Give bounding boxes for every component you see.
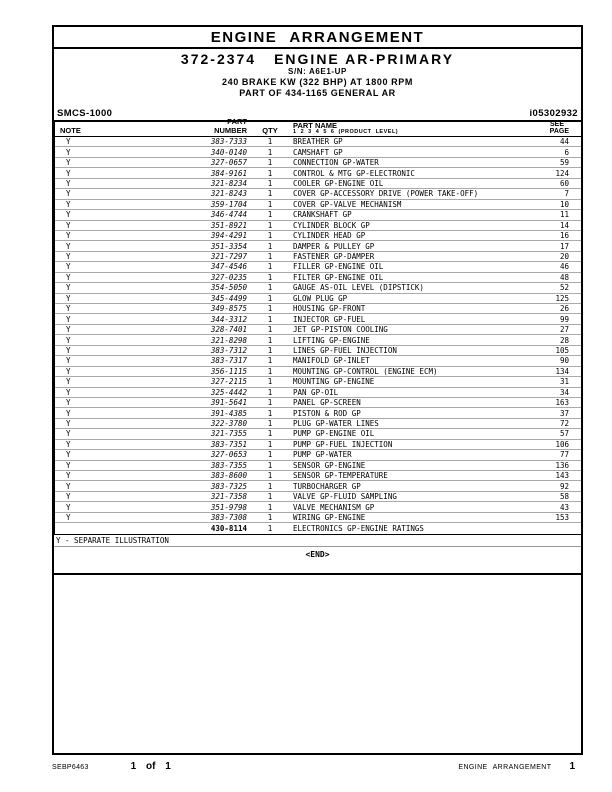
qty-cell: 1 [267, 304, 273, 314]
see-page-cell: 10 [559, 199, 569, 209]
see-page-cell: 14 [559, 220, 569, 230]
qty-cell: 1 [267, 210, 273, 220]
part-name-cell: CYLINDER BLOCK GP [293, 220, 370, 230]
note-cell: Y [66, 429, 71, 439]
engine-rating-line: 240 BRAKE KW (322 BHP) AT 1800 RPM [222, 77, 413, 87]
arrangement-title: ENGINE AR-PRIMARY [274, 51, 455, 67]
part-name-cell: SENSOR GP-TEMPERATURE [293, 471, 388, 481]
note-cell: Y [66, 387, 71, 397]
part-number-cell: 383-7312 [210, 345, 247, 355]
part-number-cell: 383-7333 [210, 137, 247, 147]
note-cell: Y [66, 345, 71, 355]
footer-left [52, 761, 171, 772]
page-footer [52, 759, 583, 773]
qty-cell: 1 [267, 241, 273, 251]
see-page-cell: 17 [559, 241, 569, 251]
table-row [55, 273, 581, 283]
note-cell: Y [66, 335, 71, 345]
part-number-cell: 325-4442 [210, 387, 247, 397]
serial-number-line: S/N: A6E1-UP [288, 67, 347, 76]
table-row [55, 147, 581, 157]
part-number-cell: 383-8600 [210, 471, 247, 481]
qty-cell: 1 [267, 419, 273, 429]
col-header-part-name-label: PART NAME [293, 121, 338, 130]
part-number-cell: 384-9161 [210, 168, 247, 178]
note-cell: Y [66, 366, 71, 376]
note-cell: Y [66, 189, 71, 199]
note-cell: Y [66, 293, 71, 303]
qty-cell: 1 [267, 502, 273, 512]
note-cell: Y [66, 168, 71, 178]
see-page-cell: 31 [559, 377, 569, 387]
qty-cell: 1 [267, 272, 273, 282]
table-row [55, 398, 581, 408]
note-cell: Y [66, 419, 71, 429]
qty-cell: 1 [267, 262, 273, 272]
table-row [55, 481, 581, 491]
col-header-page: PAGE [549, 127, 569, 135]
qty-cell: 1 [267, 178, 273, 188]
table-row [55, 471, 581, 481]
table-row [55, 241, 581, 251]
see-page-cell: 59 [559, 158, 569, 168]
part-number-cell: 321-7358 [210, 492, 247, 502]
part-name-cell: TURBOCHARGER GP [293, 481, 361, 491]
see-page-cell: 37 [559, 408, 569, 418]
part-of-line: PART OF 434-1165 GENERAL AR [239, 88, 396, 98]
see-page-cell: 58 [559, 492, 569, 502]
qty-cell: 1 [267, 158, 273, 168]
qty-cell: 1 [267, 356, 273, 366]
see-page-cell: 48 [559, 272, 569, 282]
part-number-cell: 347-4546 [210, 262, 247, 272]
part-number-cell: 345-4499 [210, 293, 247, 303]
qty-cell: 1 [267, 189, 273, 199]
part-number-cell: 321-8243 [210, 189, 247, 199]
see-page-cell: 136 [555, 460, 569, 470]
note-cell: Y [66, 283, 71, 293]
part-number-cell: 322-3780 [210, 419, 247, 429]
see-page-cell: 99 [559, 314, 569, 324]
part-name-cell: MOUNTING GP-ENGINE [293, 377, 375, 387]
part-number-cell: 328-7401 [210, 325, 247, 335]
table-row [55, 314, 581, 324]
note-cell: Y [66, 158, 71, 168]
footer-page-number: 1 [569, 760, 575, 772]
see-page-cell: 46 [559, 262, 569, 272]
part-name-cell: GLOW PLUG GP [293, 293, 348, 303]
qty-cell: 1 [267, 512, 273, 522]
qty-cell: 1 [267, 137, 273, 147]
table-row [55, 408, 581, 418]
note-cell: Y [66, 398, 71, 408]
see-page-cell: 27 [559, 325, 569, 335]
part-name-cell: PUMP GP-ENGINE OIL [293, 429, 375, 439]
note-cell: Y [66, 471, 71, 481]
part-name-cell: COVER GP-VALVE MECHANISM [293, 199, 402, 209]
qty-cell: 1 [267, 377, 273, 387]
part-name-cell: GAUGE AS-OIL LEVEL (DIPSTICK) [293, 283, 424, 293]
see-page-cell: 106 [555, 439, 569, 449]
see-page-cell: 52 [559, 283, 569, 293]
qty-cell: 1 [267, 252, 273, 262]
page-title: ENGINE ARRANGEMENT [54, 27, 581, 49]
part-number-cell: 383-7355 [210, 460, 247, 470]
note-cell: Y [66, 231, 71, 241]
part-name-cell: LINES GP-FUEL INJECTION [293, 345, 397, 355]
part-number-cell: 321-7355 [210, 429, 247, 439]
col-header-part-number: PART NUMBER [214, 117, 247, 135]
note-cell: Y [66, 356, 71, 366]
part-number-cell: 340-0140 [210, 147, 247, 157]
arrangement-part-number: 372-2374 [180, 51, 257, 67]
see-page-cell: 60 [559, 178, 569, 188]
see-page-cell: 134 [555, 366, 569, 376]
table-row [55, 137, 581, 147]
smcs-code: SMCS-1000 [57, 108, 113, 119]
section-divider [54, 573, 581, 575]
table-row [55, 179, 581, 189]
part-name-cell: PUMP GP-FUEL INJECTION [293, 439, 393, 449]
part-name-cell: MOUNTING GP-CONTROL (ENGINE ECM) [293, 366, 438, 376]
note-cell: Y [66, 241, 71, 251]
table-row [55, 283, 581, 293]
part-name-cell: VALVE MECHANISM GP [293, 502, 375, 512]
qty-cell: 1 [267, 408, 273, 418]
table-row [55, 252, 581, 262]
note-cell: Y [66, 178, 71, 188]
qty-cell: 1 [267, 387, 273, 397]
col-header-part-name [291, 123, 510, 135]
note-cell: Y [66, 147, 71, 157]
part-number-cell: 391-5641 [210, 398, 247, 408]
table-header-row [55, 117, 581, 137]
note-cell: Y [66, 314, 71, 324]
part-name-cell: DAMPER & PULLEY GP [293, 241, 375, 251]
qty-cell: 1 [267, 366, 273, 376]
note-cell: Y [66, 492, 71, 502]
table-row [55, 189, 581, 199]
note-cell: Y [66, 450, 71, 460]
part-name-cell: CRANKSHAFT GP [293, 210, 352, 220]
part-name-cell: CAMSHAFT GP [293, 147, 343, 157]
qty-cell: 1 [267, 325, 273, 335]
qty-cell: 1 [267, 429, 273, 439]
part-name-cell: FILLER GP-ENGINE OIL [293, 262, 384, 272]
col-header-note: NOTE [60, 126, 81, 135]
qty-cell: 1 [267, 335, 273, 345]
table-row [55, 356, 581, 366]
footnote: Y - SEPARATE ILLUSTRATION [54, 535, 581, 547]
see-page-cell: 143 [555, 471, 569, 481]
parts-table [54, 117, 581, 535]
table-row [55, 388, 581, 398]
table-row [55, 502, 581, 512]
part-number-cell: 383-7325 [210, 481, 247, 491]
qty-cell: 1 [267, 481, 273, 491]
part-name-cell: COOLER GP-ENGINE OIL [293, 178, 384, 188]
content-frame [52, 25, 583, 755]
part-name-cell: PLUG GP-WATER LINES [293, 419, 379, 429]
see-page-cell: 43 [559, 502, 569, 512]
part-number-cell: 430-8114 [210, 523, 247, 533]
part-name-cell: VALVE GP-FLUID SAMPLING [293, 492, 397, 502]
note-cell: Y [66, 272, 71, 282]
part-number-cell: 327-0657 [210, 158, 247, 168]
part-number-cell: 321-7297 [210, 252, 247, 262]
part-name-cell: PISTON & ROD GP [293, 408, 361, 418]
part-number-cell: 351-8921 [210, 220, 247, 230]
end-marker: <END> [305, 549, 330, 559]
table-row [55, 304, 581, 314]
col-header-see: SEE [549, 121, 564, 128]
qty-cell: 1 [267, 293, 273, 303]
info-id: i05302932 [529, 108, 578, 119]
note-cell: Y [66, 210, 71, 220]
part-number-cell: 383-7351 [210, 439, 247, 449]
col-header-product-level: 1 2 3 4 5 6 (PRODUCT LEVEL) [293, 129, 399, 135]
qty-cell: 1 [267, 147, 273, 157]
part-number-cell: 354-5050 [210, 283, 247, 293]
part-number-cell: 327-2115 [210, 377, 247, 387]
note-cell: Y [66, 304, 71, 314]
part-number-cell: 321-8298 [210, 335, 247, 345]
note-cell: Y [66, 377, 71, 387]
footer-right [458, 761, 575, 772]
table-row [55, 200, 581, 210]
see-page-cell: 7 [564, 189, 569, 199]
note-cell: Y [66, 262, 71, 272]
table-row [55, 210, 581, 220]
table-row [55, 231, 581, 241]
note-cell: Y [66, 252, 71, 262]
see-page-cell: 153 [555, 512, 569, 522]
note-cell: Y [66, 512, 71, 522]
table-row [55, 335, 581, 345]
note-cell: Y [66, 325, 71, 335]
table-row [55, 367, 581, 377]
table-row [55, 221, 581, 231]
part-name-cell: CONTROL & MTG GP-ELECTRONIC [293, 168, 415, 178]
part-number-cell: 391-4385 [210, 408, 247, 418]
table-row [55, 168, 581, 178]
part-name-cell: FASTENER GP-DAMPER [293, 252, 375, 262]
part-name-cell: PAN GP-OIL [293, 387, 339, 397]
part-number-cell: 321-8234 [210, 178, 247, 188]
note-cell: Y [66, 481, 71, 491]
part-number-cell: 383-7317 [210, 356, 247, 366]
table-row [55, 346, 581, 356]
part-name-cell: FILTER GP-ENGINE OIL [293, 272, 384, 282]
see-page-cell: 34 [559, 387, 569, 397]
table-row [55, 294, 581, 304]
see-page-cell: 105 [555, 345, 569, 355]
part-number-cell: 356-1115 [210, 366, 247, 376]
table-row [55, 158, 581, 168]
part-number-cell: 349-8575 [210, 304, 247, 314]
part-name-cell: HOUSING GP-FRONT [293, 304, 366, 314]
qty-cell: 1 [267, 283, 273, 293]
see-page-cell: 26 [559, 304, 569, 314]
arrangement-heading [54, 52, 581, 67]
page-of-indicator: 1 of 1 [130, 760, 171, 772]
qty-cell: 1 [267, 231, 273, 241]
see-page-cell: 92 [559, 481, 569, 491]
part-name-cell: SENSOR GP-ENGINE [293, 460, 366, 470]
qty-cell: 1 [267, 450, 273, 460]
see-page-cell: 90 [559, 356, 569, 366]
see-page-cell: 11 [559, 210, 569, 220]
qty-cell: 1 [267, 471, 273, 481]
qty-cell: 1 [267, 492, 273, 502]
see-page-cell: 125 [555, 293, 569, 303]
note-cell: Y [66, 199, 71, 209]
parts-table-rows [55, 137, 581, 535]
part-name-cell: LIFTING GP-ENGINE [293, 335, 370, 345]
part-name-cell: PUMP GP-WATER [293, 450, 352, 460]
see-page-cell: 28 [559, 335, 569, 345]
table-row [55, 419, 581, 429]
note-cell: Y [66, 460, 71, 470]
part-number-cell: 346-4744 [210, 210, 247, 220]
table-row [55, 523, 581, 533]
note-cell: Y [66, 137, 71, 147]
table-row [55, 513, 581, 523]
table-row [55, 440, 581, 450]
part-number-cell: 383-7308 [210, 512, 247, 522]
qty-cell: 1 [267, 460, 273, 470]
col-header-qty: QTY [262, 126, 278, 135]
table-row [55, 262, 581, 272]
note-cell: Y [66, 439, 71, 449]
see-page-cell: 72 [559, 419, 569, 429]
part-name-cell: INJECTOR GP-FUEL [293, 314, 366, 324]
part-name-cell: BREATHER GP [293, 137, 343, 147]
table-row [55, 429, 581, 439]
table-row [55, 325, 581, 335]
part-name-cell: CYLINDER HEAD GP [293, 231, 366, 241]
qty-cell: 1 [267, 199, 273, 209]
see-page-cell: 124 [555, 168, 569, 178]
part-number-cell: 359-1704 [210, 199, 247, 209]
table-row [55, 492, 581, 502]
part-name-cell: COVER GP-ACCESSORY DRIVE (POWER TAKE-OFF) [293, 189, 479, 199]
qty-cell: 1 [267, 220, 273, 230]
see-page-cell: 16 [559, 231, 569, 241]
see-page-cell: 77 [559, 450, 569, 460]
part-name-cell: JET GP-PISTON COOLING [293, 325, 388, 335]
part-number-cell: 394-4291 [210, 231, 247, 241]
table-row [55, 450, 581, 460]
smcs-row [54, 107, 581, 120]
part-number-cell: 327-0653 [210, 450, 247, 460]
qty-cell: 1 [267, 523, 273, 533]
footer-section-title: ENGINE ARRANGEMENT [458, 763, 552, 771]
part-number-cell: 327-0235 [210, 272, 247, 282]
note-cell: Y [66, 408, 71, 418]
part-number-cell: 351-3354 [210, 241, 247, 251]
see-page-cell: 44 [559, 137, 569, 147]
table-row [55, 461, 581, 471]
qty-cell: 1 [267, 439, 273, 449]
table-row [55, 377, 581, 387]
part-name-cell: CONNECTION GP-WATER [293, 158, 379, 168]
note-cell: Y [66, 502, 71, 512]
qty-cell: 1 [267, 314, 273, 324]
part-name-cell: WIRING GP-ENGINE [293, 512, 366, 522]
qty-cell: 1 [267, 345, 273, 355]
part-name-cell: MANIFOLD GP-INLET [293, 356, 370, 366]
see-page-cell: 6 [564, 147, 569, 157]
see-page-cell: 57 [559, 429, 569, 439]
see-page-cell: 20 [559, 252, 569, 262]
qty-cell: 1 [267, 398, 273, 408]
part-number-cell: 351-9798 [210, 502, 247, 512]
col-header-see-page [510, 122, 580, 135]
document-code: SEBP6463 [52, 763, 89, 771]
part-number-cell: 344-3312 [210, 314, 247, 324]
qty-cell: 1 [267, 168, 273, 178]
part-name-cell: ELECTRONICS GP-ENGINE RATINGS [293, 523, 424, 533]
see-page-cell: 163 [555, 398, 569, 408]
note-cell: Y [66, 220, 71, 230]
part-name-cell: PANEL GP-SCREEN [293, 398, 361, 408]
